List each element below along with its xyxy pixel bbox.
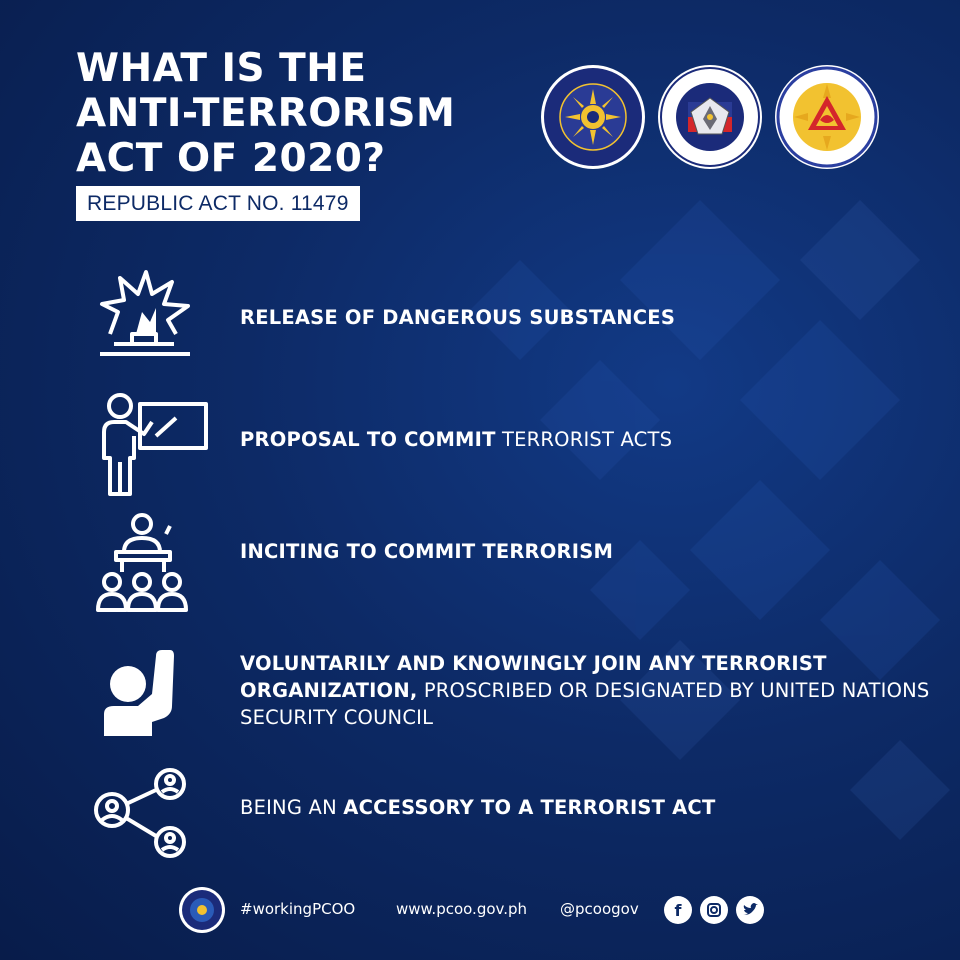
item-text-bold: PROPOSAL TO COMMIT [240,428,496,451]
item-text-normal: BEING AN [240,796,344,819]
presidential-communications-seal [540,64,646,170]
network-people-icon [90,766,220,862]
list-item [90,392,930,512]
website-link[interactable]: www.pcoo.gov.ph [396,900,528,918]
footer [0,880,960,940]
explosion-icon [90,264,220,364]
item-text-bold: INCITING TO COMMIT TERRORISM [240,540,614,563]
agency-seals [540,64,880,174]
national-security-council-seal [774,64,880,170]
speaker-audience-icon [90,512,220,612]
hashtag-text: #workingPCOO [240,900,356,918]
page-title: WHAT IS THE ANTI-TERRORISM ACT OF 2020? [76,46,456,181]
item-text-bold: RELEASE OF DANGEROUS SUBSTANCES [240,306,676,329]
list-item [90,264,930,384]
anti-terrorism-council-seal [657,64,763,170]
list-item [90,648,930,768]
pcoo-logo [178,886,226,934]
twitter-icon[interactable] [736,896,764,924]
instagram-icon[interactable] [700,896,728,924]
facebook-icon[interactable] [664,896,692,924]
item-text-normal: TERRORIST ACTS [495,428,673,451]
presenter-icon [90,392,220,498]
item-text-normal: PROSCRIBED OR DESIGNATED BY UNITED NATIONS SECURITY COUNCIL [240,679,930,729]
list-item [90,766,930,886]
republic-act-label: REPUBLIC ACT NO. 11479 [87,192,349,215]
republic-act-badge [76,186,360,221]
list-item [90,512,930,632]
raised-hand-icon [90,648,220,738]
social-handle: @pcoogov [560,900,639,918]
item-text-bold: ACCESSORY TO A TERRORIST ACT [343,796,716,819]
item-text-bold: VOLUNTARILY AND KNOWINGLY JOIN ANY TERRORIST ORGANIZATION, [240,652,827,702]
svg-text:f: f [674,901,682,920]
